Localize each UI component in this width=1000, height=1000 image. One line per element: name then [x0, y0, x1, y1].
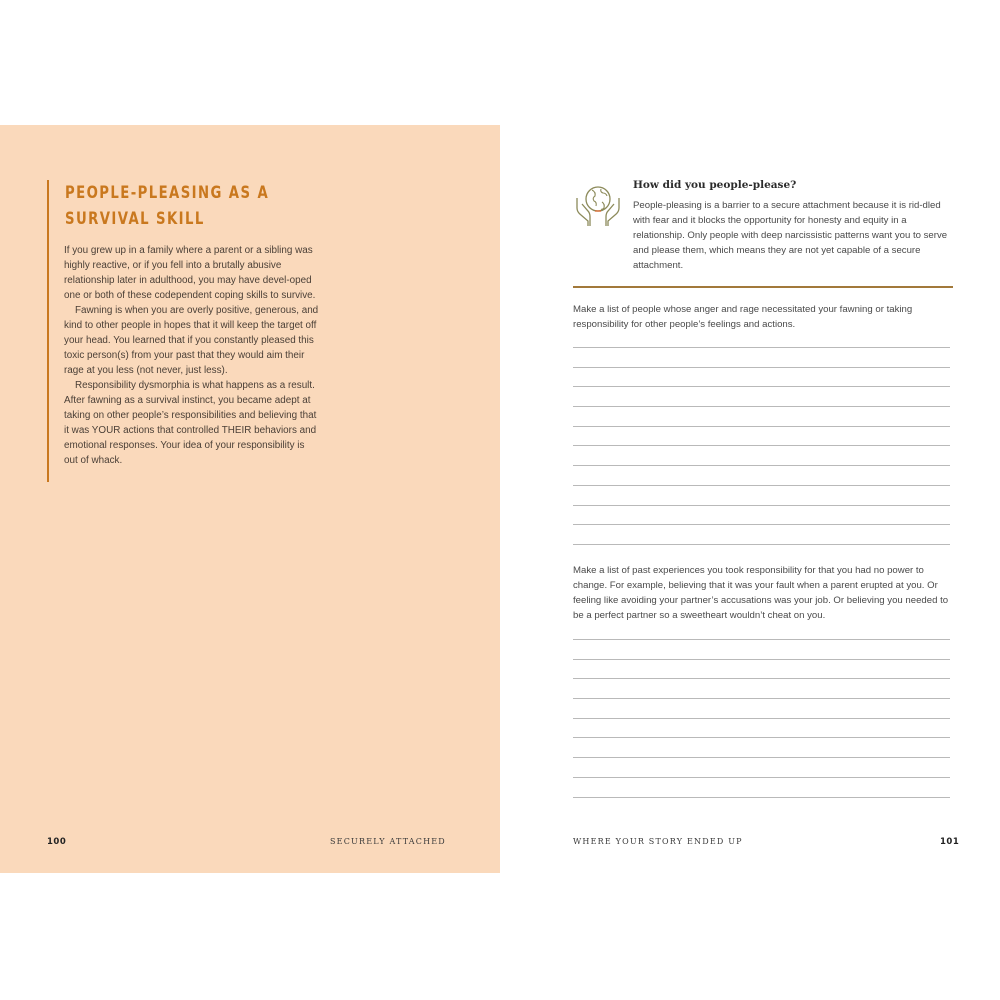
accent-bar	[47, 180, 49, 482]
left-page	[0, 125, 500, 873]
writing-line[interactable]	[573, 445, 950, 446]
writing-line[interactable]	[573, 505, 950, 506]
page-number-right: 101	[940, 837, 960, 847]
paragraph: Fawning is when you are overly positive, generous, and kind to other people in hopes that it will keep the target off your head. You learned that if you constantly pleased this toxic person(s) from your past that they would aim their rage at you less (not never, just less).	[64, 305, 319, 376]
writing-line[interactable]	[573, 797, 950, 798]
writing-line[interactable]	[573, 406, 950, 407]
callout-heading: How did you people-please?	[633, 179, 797, 191]
running-head-right: WHERE YOUR STORY ENDED UP	[573, 837, 743, 846]
running-head-left: SECURELY ATTACHED	[330, 837, 446, 846]
page-number-left: 100	[47, 837, 67, 847]
title-line-1: PEOPLE-PLEASING AS A	[65, 183, 270, 203]
divider-rule	[573, 286, 953, 288]
paragraph: Responsibility dysmorphia is what happens as a result. After fawning as a survival instinct, you became adept at taking on other people’s responsibilities and believing that it was YOUR actions that controlled THEIR behaviors and emotional responses. Your idea of your responsibility is out of whack.	[64, 380, 317, 466]
writing-line[interactable]	[573, 698, 950, 699]
writing-line[interactable]	[573, 757, 950, 758]
writing-line[interactable]	[573, 367, 950, 368]
writing-lines-2[interactable]	[573, 639, 950, 816]
body-text	[64, 243, 319, 468]
right-page	[500, 125, 1000, 873]
writing-line[interactable]	[573, 386, 950, 387]
writing-line[interactable]	[573, 659, 950, 660]
writing-line[interactable]	[573, 524, 950, 525]
section-title	[65, 180, 299, 232]
writing-line[interactable]	[573, 718, 950, 719]
writing-line[interactable]	[573, 485, 950, 486]
writing-line[interactable]	[573, 777, 950, 778]
prompt-1: Make a list of people whose anger and rage necessitated your fawning or taking responsibility for other people’s feelings and actions.	[573, 304, 913, 330]
title-line-2: SURVIVAL SKILL	[65, 209, 205, 229]
paragraph: If you grew up in a family where a parent or a sibling was highly reactive, or if you fell into a brutally abusive relationship later in adulthood, you may have devel-oped one or both of these codependent coping skills to survive.	[64, 245, 316, 301]
writing-line[interactable]	[573, 639, 950, 640]
writing-line[interactable]	[573, 737, 950, 738]
writing-line[interactable]	[573, 544, 950, 545]
prompt-2: Make a list of past experiences you took responsibility for that you had no power to change. For example, believing that it was your fault when a parent erupted at you. Or feeling like avoiding your partner’s accusations was your job. Or believing you needed to be a perfect partner so a sweetheart wouldn’t cheat on you.	[573, 565, 949, 621]
writing-line[interactable]	[573, 426, 950, 427]
hands-holding-globe-icon	[573, 180, 623, 230]
callout-body: People-pleasing is a barrier to a secure attachment because it is rid-dled with fear and it blocks the opportunity for honesty and equity in a relationship. Only people with deep narcissistic patterns want you to serve and please them, which means they are not yet capable of a secure attachment.	[633, 200, 948, 271]
writing-line[interactable]	[573, 465, 950, 466]
writing-line[interactable]	[573, 347, 950, 348]
writing-lines-1[interactable]	[573, 347, 950, 564]
writing-line[interactable]	[573, 678, 950, 679]
